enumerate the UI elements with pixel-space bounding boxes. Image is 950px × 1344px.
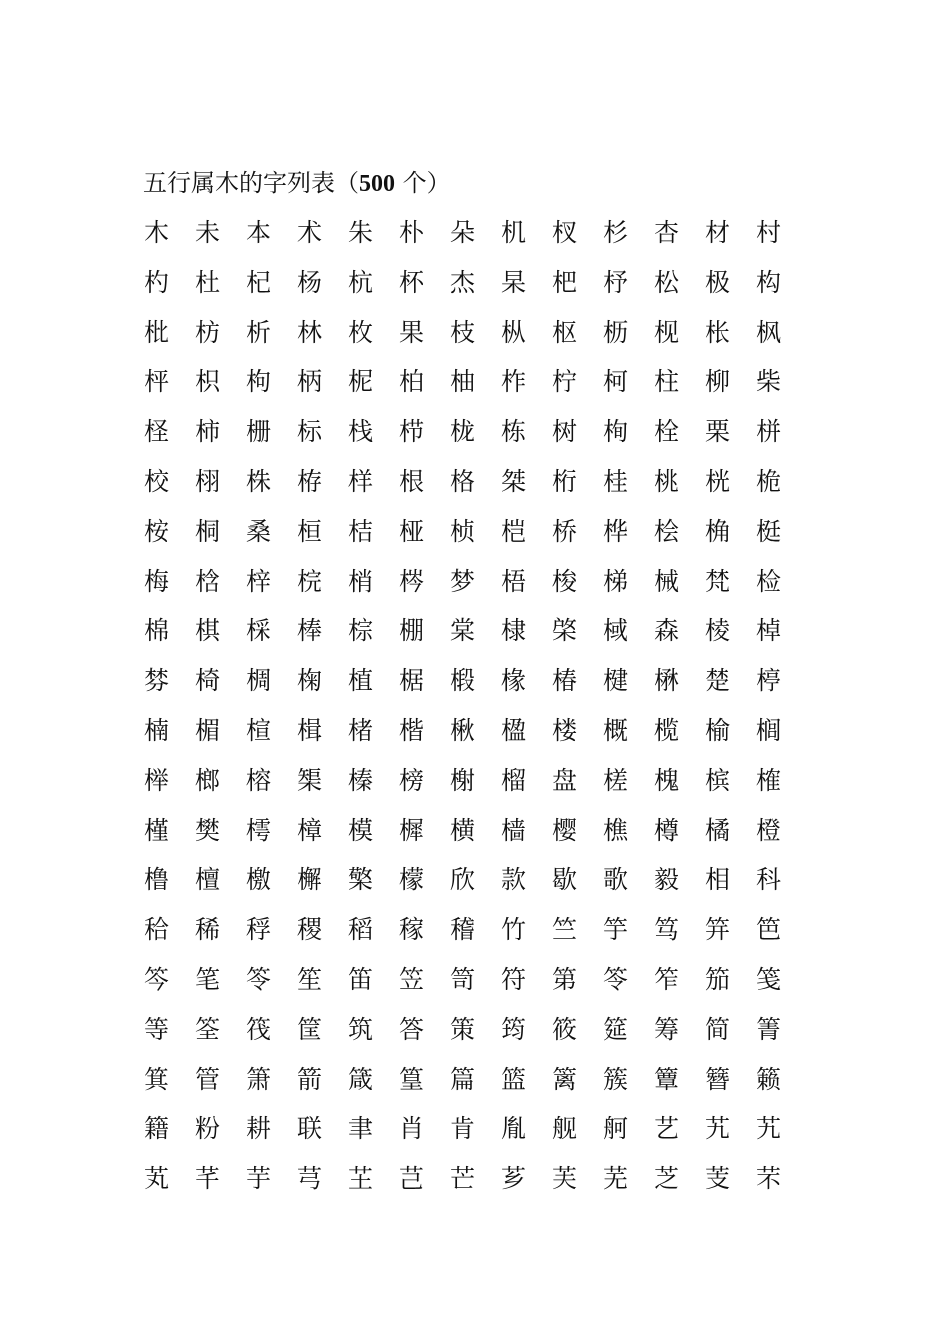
character-cell: 梯 — [603, 566, 629, 596]
character-cell: 芏 — [348, 1164, 374, 1194]
character-cell: 槿 — [144, 815, 170, 845]
character-cell: 籍 — [144, 1114, 170, 1144]
character-cell: 楚 — [705, 666, 731, 696]
character-cell: 栊 — [450, 417, 476, 447]
character-cell: 柞 — [501, 367, 527, 397]
character-cell: 梓 — [246, 566, 272, 596]
character-cell: 梦 — [450, 566, 476, 596]
character-cell: 楣 — [195, 715, 221, 745]
character-cell: 棫 — [603, 616, 629, 646]
character-cell: 笠 — [399, 964, 425, 994]
character-cell: 未 — [195, 218, 221, 247]
character-cell: 术 — [297, 218, 323, 247]
character-cell: 枸 — [246, 367, 272, 397]
title-suffix: 个） — [395, 169, 451, 197]
character-cell: 簇 — [603, 1064, 629, 1094]
character-cell: 模 — [348, 815, 374, 845]
character-cell: 芊 — [195, 1164, 221, 1194]
character-cell: 艺 — [654, 1114, 680, 1144]
character-cell: 稷 — [297, 915, 323, 945]
character-cell: 棕 — [348, 616, 374, 646]
character-cell: 籁 — [756, 1064, 782, 1094]
character-cell: 村 — [756, 218, 782, 247]
character-cell: 楮 — [348, 715, 374, 745]
character-cell: 枝 — [450, 317, 476, 347]
character-cell: 稀 — [195, 915, 221, 945]
character-cell: 樱 — [552, 815, 578, 845]
character-cell: 芋 — [246, 1164, 272, 1194]
character-cell: 椆 — [246, 666, 272, 696]
character-cell: 笭 — [603, 964, 629, 994]
character-cell: 栓 — [654, 417, 680, 447]
character-cell: 桓 — [297, 516, 323, 546]
character-cell: 杼 — [603, 267, 629, 297]
character-cell: 芜 — [603, 1164, 629, 1194]
character-cell: 棋 — [195, 616, 221, 646]
character-cell: 箴 — [348, 1064, 374, 1094]
character-cell: 箕 — [144, 1064, 170, 1094]
character-cell: 筠 — [501, 1014, 527, 1044]
character-cell: 棚 — [399, 616, 425, 646]
character-cell: 杈 — [552, 218, 578, 247]
character-cell: 樯 — [501, 815, 527, 845]
character-cell: 樨 — [399, 815, 425, 845]
character-cell: 杏 — [654, 218, 680, 247]
character-cell: 相 — [705, 865, 731, 895]
character-cell: 柯 — [603, 367, 629, 397]
character-cell: 榆 — [705, 715, 731, 745]
character-cell: 楫 — [297, 715, 323, 745]
character-cell: 校 — [144, 466, 170, 496]
character-cell: 樽 — [654, 815, 680, 845]
character-cell: 棣 — [501, 616, 527, 646]
character-cell: 楗 — [603, 666, 629, 696]
character-cell: 芗 — [501, 1164, 527, 1194]
character-cell: 稽 — [450, 915, 476, 945]
character-cell: 枇 — [144, 317, 170, 347]
character-cell: 桔 — [348, 516, 374, 546]
character-cell: 杨 — [297, 267, 323, 297]
character-cell: 棹 — [756, 616, 782, 646]
character-cell: 杷 — [552, 267, 578, 297]
character-cell: 桤 — [501, 516, 527, 546]
character-cell: 芝 — [654, 1164, 680, 1194]
character-cell: 艽 — [705, 1114, 731, 1144]
character-cell: 枚 — [348, 317, 374, 347]
character-cell: 箫 — [246, 1064, 272, 1094]
character-cell: 稼 — [399, 915, 425, 945]
character-cell: 栅 — [246, 417, 272, 447]
character-cell: 舸 — [603, 1114, 629, 1144]
character-cell: 芑 — [399, 1164, 425, 1194]
character-cell: 第 — [552, 964, 578, 994]
character-cell: 松 — [654, 267, 680, 297]
character-cell: 桉 — [144, 516, 170, 546]
character-cell: 榜 — [399, 765, 425, 795]
character-cell: 桄 — [705, 466, 731, 496]
character-cell: 林 — [297, 317, 323, 347]
character-cell: 柴 — [756, 367, 782, 397]
character-cell: 竽 — [603, 915, 629, 945]
character-cell: 笔 — [195, 964, 221, 994]
character-cell: 榷 — [756, 765, 782, 795]
character-cell: 杓 — [144, 267, 170, 297]
character-cell: 筑 — [348, 1014, 374, 1044]
character-cell: 榈 — [756, 715, 782, 745]
character-cell: 芎 — [297, 1164, 323, 1194]
character-cell: 梅 — [144, 566, 170, 596]
character-cell: 簟 — [654, 1064, 680, 1094]
character-cell: 胤 — [501, 1114, 527, 1144]
character-cell: 梣 — [399, 566, 425, 596]
character-cell: 榕 — [246, 765, 272, 795]
character-cell: 檞 — [297, 865, 323, 895]
character-cell: 楙 — [654, 666, 680, 696]
character-cell: 椴 — [450, 666, 476, 696]
character-cell: 梡 — [297, 566, 323, 596]
character-cell: 耕 — [246, 1114, 272, 1144]
character-cell: 桑 — [246, 516, 272, 546]
character-cell: 梵 — [705, 566, 731, 596]
character-cell: 棱 — [705, 616, 731, 646]
character-cell: 果 — [399, 317, 425, 347]
character-cell: 枧 — [654, 317, 680, 347]
character-grid — [143, 208, 803, 1204]
character-cell: 橙 — [756, 815, 782, 845]
character-cell: 笙 — [297, 964, 323, 994]
character-cell: 枢 — [552, 317, 578, 347]
character-cell: 楹 — [501, 715, 527, 745]
character-cell: 棨 — [552, 616, 578, 646]
character-cell: 箭 — [297, 1064, 323, 1094]
character-cell: 杭 — [348, 267, 374, 297]
character-cell: 竺 — [552, 915, 578, 945]
character-cell: 析 — [246, 317, 272, 347]
character-cell: 机 — [501, 218, 527, 247]
character-cell: 杉 — [603, 218, 629, 247]
character-cell: 杲 — [501, 267, 527, 297]
character-cell: 秴 — [144, 915, 170, 945]
character-cell: 桢 — [450, 516, 476, 546]
character-cell: 榭 — [450, 765, 476, 795]
character-cell: 笒 — [144, 964, 170, 994]
character-cell: 根 — [399, 466, 425, 496]
character-cell: 榉 — [144, 765, 170, 795]
character-cell: 椽 — [501, 666, 527, 696]
character-cell: 桀 — [501, 466, 527, 496]
character-cell: 肖 — [399, 1114, 425, 1144]
character-cell: 管 — [195, 1064, 221, 1094]
character-cell: 檀 — [195, 865, 221, 895]
title-prefix: 五行属木的字列表（ — [143, 169, 359, 197]
character-cell: 朱 — [348, 218, 374, 247]
character-cell: 檄 — [246, 865, 272, 895]
character-cell: 竹 — [501, 915, 527, 945]
character-cell: 柄 — [297, 367, 323, 397]
character-cell: 盘 — [552, 765, 578, 795]
character-cell: 柿 — [195, 417, 221, 447]
character-cell: 枨 — [705, 317, 731, 347]
character-cell: 艽 — [756, 1114, 782, 1144]
character-cell: 梢 — [348, 566, 374, 596]
character-cell: 木 — [144, 218, 170, 247]
character-cell: 槐 — [654, 765, 680, 795]
character-cell: 梧 — [501, 566, 527, 596]
character-cell: 筏 — [246, 1014, 272, 1044]
character-cell: 朵 — [450, 218, 476, 247]
page-title — [143, 166, 451, 201]
character-cell: 芄 — [144, 1164, 170, 1194]
character-cell: 桁 — [552, 466, 578, 496]
character-cell: 槟 — [705, 765, 731, 795]
character-cell: 策 — [450, 1014, 476, 1044]
character-cell: 芙 — [552, 1164, 578, 1194]
character-cell: 棌 — [246, 616, 272, 646]
character-cell: 筐 — [297, 1014, 323, 1044]
character-cell: 樵 — [603, 815, 629, 845]
character-cell: 森 — [654, 616, 680, 646]
character-cell: 榴 — [501, 765, 527, 795]
character-cell: 杜 — [195, 267, 221, 297]
character-cell: 檠 — [348, 865, 374, 895]
character-cell: 柠 — [552, 367, 578, 397]
character-cell: 科 — [756, 865, 782, 895]
character-cell: 楠 — [144, 715, 170, 745]
character-cell: 箐 — [756, 1014, 782, 1044]
character-cell: 檬 — [399, 865, 425, 895]
character-cell: 械 — [654, 566, 680, 596]
character-cell: 栋 — [501, 417, 527, 447]
character-cell: 桷 — [705, 516, 731, 546]
character-cell: 欣 — [450, 865, 476, 895]
character-cell: 枋 — [195, 317, 221, 347]
character-cell: 楸 — [450, 715, 476, 745]
character-cell: 篮 — [501, 1064, 527, 1094]
character-cell: 笥 — [450, 964, 476, 994]
character-cell: 梃 — [756, 516, 782, 546]
character-cell: 构 — [756, 267, 782, 297]
character-cell: 标 — [297, 417, 323, 447]
character-cell: 椿 — [552, 666, 578, 696]
character-cell: 柅 — [348, 367, 374, 397]
character-cell: 桥 — [552, 516, 578, 546]
character-cell: 樊 — [195, 815, 221, 845]
character-cell: 符 — [501, 964, 527, 994]
character-cell: 本 — [246, 218, 272, 247]
character-cell: 聿 — [348, 1114, 374, 1144]
character-cell: 栗 — [705, 417, 731, 447]
character-cell: 杞 — [246, 267, 272, 297]
character-cell: 榄 — [654, 715, 680, 745]
character-cell: 棼 — [144, 666, 170, 696]
character-cell: 芣 — [756, 1164, 782, 1194]
character-cell: 笳 — [705, 964, 731, 994]
character-cell: 芒 — [450, 1164, 476, 1194]
character-cell: 树 — [552, 417, 578, 447]
character-cell: 杰 — [450, 267, 476, 297]
character-cell: 桐 — [195, 516, 221, 546]
character-cell: 笄 — [705, 915, 731, 945]
character-cell: 朴 — [399, 218, 425, 247]
character-cell: 笛 — [348, 964, 374, 994]
character-cell: 答 — [399, 1014, 425, 1044]
character-cell: 株 — [246, 466, 272, 496]
character-cell: 概 — [603, 715, 629, 745]
character-cell: 笺 — [756, 964, 782, 994]
character-cell: 榔 — [195, 765, 221, 795]
character-cell: 柚 — [450, 367, 476, 397]
character-cell: 椈 — [297, 666, 323, 696]
character-cell: 检 — [756, 566, 782, 596]
character-cell: 歇 — [552, 865, 578, 895]
character-cell: 楼 — [552, 715, 578, 745]
character-cell: 栒 — [603, 417, 629, 447]
character-cell: 樟 — [297, 815, 323, 845]
character-cell: 簪 — [705, 1064, 731, 1094]
character-cell: 槎 — [603, 765, 629, 795]
character-cell: 稃 — [246, 915, 272, 945]
character-cell: 歌 — [603, 865, 629, 895]
character-cell: 柱 — [654, 367, 680, 397]
character-cell: 栟 — [756, 417, 782, 447]
character-cell: 肯 — [450, 1114, 476, 1144]
character-cell: 等 — [144, 1014, 170, 1044]
character-cell: 笆 — [756, 915, 782, 945]
character-cell: 柽 — [144, 417, 170, 447]
character-cell: 筱 — [552, 1014, 578, 1044]
character-cell: 材 — [705, 218, 731, 247]
character-cell: 桃 — [654, 466, 680, 496]
character-cell: 联 — [297, 1114, 323, 1144]
character-cell: 桦 — [603, 516, 629, 546]
character-cell: 枞 — [501, 317, 527, 347]
character-cell: 笭 — [246, 964, 272, 994]
character-cell: 柳 — [705, 367, 731, 397]
character-cell: 椅 — [195, 666, 221, 696]
character-cell: 橹 — [144, 865, 170, 895]
character-cell: 楦 — [246, 715, 272, 745]
character-cell: 榛 — [348, 765, 374, 795]
character-cell: 枥 — [603, 317, 629, 347]
character-cell: 篇 — [450, 1064, 476, 1094]
character-cell: 杯 — [399, 267, 425, 297]
character-cell: 稻 — [348, 915, 374, 945]
character-cell: 栈 — [348, 417, 374, 447]
character-cell: 枫 — [756, 317, 782, 347]
character-cell: 桠 — [399, 516, 425, 546]
character-cell: 枰 — [144, 367, 170, 397]
character-cell: 樗 — [246, 815, 272, 845]
character-cell: 款 — [501, 865, 527, 895]
character-cell: 楟 — [756, 666, 782, 696]
character-cell: 粉 — [195, 1114, 221, 1144]
character-cell: 栉 — [399, 417, 425, 447]
character-cell: 桂 — [603, 466, 629, 496]
character-cell: 桧 — [654, 516, 680, 546]
character-cell: 样 — [348, 466, 374, 496]
title-count: 500 — [359, 171, 395, 197]
character-cell: 楷 — [399, 715, 425, 745]
character-cell: 枳 — [195, 367, 221, 397]
character-cell: 筵 — [603, 1014, 629, 1044]
character-cell: 栩 — [195, 466, 221, 496]
character-cell: 棒 — [297, 616, 323, 646]
character-cell: 芰 — [705, 1164, 731, 1194]
character-cell: 横 — [450, 815, 476, 845]
character-cell: 橘 — [705, 815, 731, 845]
character-cell: 筌 — [195, 1014, 221, 1044]
character-cell: 栫 — [297, 466, 323, 496]
character-cell: 梒 — [195, 566, 221, 596]
character-cell: 棠 — [450, 616, 476, 646]
character-cell: 柏 — [399, 367, 425, 397]
character-cell: 榘 — [297, 765, 323, 795]
character-cell: 棉 — [144, 616, 170, 646]
character-cell: 植 — [348, 666, 374, 696]
character-cell: 椐 — [399, 666, 425, 696]
character-cell: 笃 — [654, 915, 680, 945]
character-cell: 简 — [705, 1014, 731, 1044]
character-cell: 毅 — [654, 865, 680, 895]
character-cell: 舰 — [552, 1114, 578, 1144]
character-cell: 筹 — [654, 1014, 680, 1044]
character-cell: 梭 — [552, 566, 578, 596]
character-cell: 篱 — [552, 1064, 578, 1094]
character-cell: 笮 — [654, 964, 680, 994]
character-cell: 篁 — [399, 1064, 425, 1094]
character-cell: 桅 — [756, 466, 782, 496]
character-cell: 格 — [450, 466, 476, 496]
character-cell: 极 — [705, 267, 731, 297]
